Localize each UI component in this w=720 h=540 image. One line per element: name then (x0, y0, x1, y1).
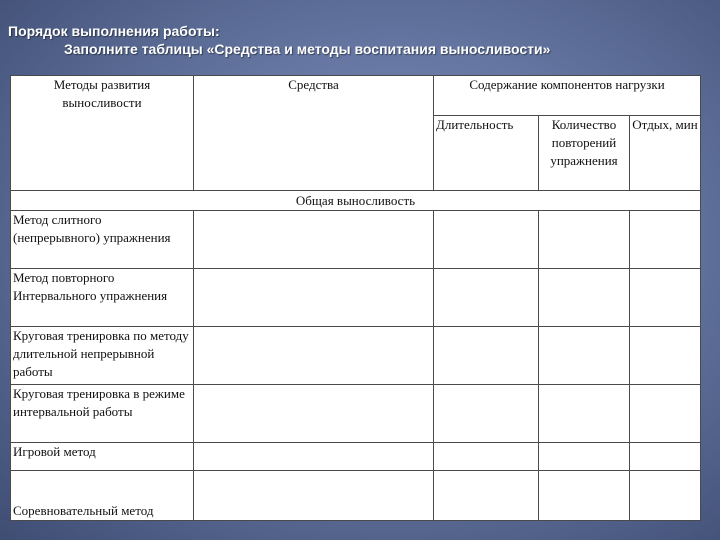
table-cell[interactable] (630, 385, 701, 443)
table-cell[interactable] (194, 327, 434, 385)
method-row-label: Круговая тренировка в режиме интервальной работы (11, 385, 194, 443)
table-cell[interactable] (630, 471, 701, 521)
table-cell[interactable] (434, 211, 539, 269)
table-cell[interactable] (630, 211, 701, 269)
table-cell[interactable] (630, 269, 701, 327)
endurance-table (10, 75, 701, 521)
table-cell[interactable] (539, 269, 630, 327)
table-cell[interactable] (539, 211, 630, 269)
table-cell[interactable] (539, 385, 630, 443)
table-cell[interactable] (434, 269, 539, 327)
header-means: Средства (194, 76, 434, 191)
task-subheading: Заполните таблицы «Средства и методы воспитания выносливости» (64, 41, 551, 57)
table-cell[interactable] (630, 327, 701, 385)
table-cell[interactable] (194, 211, 434, 269)
header-repetitions: Количество повторений упражнения (539, 116, 630, 191)
table-cell[interactable] (434, 471, 539, 521)
header-duration: Длительность (434, 116, 539, 191)
method-row-label: Круговая тренировка по методу длительной непрерывной работы (11, 327, 194, 385)
header-methods: Методы развития выносливости (11, 76, 194, 191)
method-row-label: Игровой метод (11, 443, 194, 471)
table-cell[interactable] (434, 443, 539, 471)
table-cell[interactable] (539, 471, 630, 521)
header-load-components: Содержание компонентов нагрузки (434, 76, 701, 116)
table-cell[interactable] (434, 327, 539, 385)
table-cell[interactable] (194, 471, 434, 521)
table-cell[interactable] (194, 385, 434, 443)
task-heading: Порядок выполнения работы: (8, 23, 220, 39)
table-cell[interactable] (630, 443, 701, 471)
table-cell[interactable] (434, 385, 539, 443)
method-row-label: Метод слитного (непрерывного) упражнения (11, 211, 194, 269)
table-cell[interactable] (539, 327, 630, 385)
table-cell[interactable] (194, 443, 434, 471)
table-cell[interactable] (194, 269, 434, 327)
table-cell[interactable] (539, 443, 630, 471)
method-row-label: Соревновательный метод (11, 471, 194, 521)
section-general-endurance: Общая выносливость (11, 191, 701, 211)
header-rest: Отдых, мин (630, 116, 701, 191)
method-row-label: Метод повторного Интервального упражнения (11, 269, 194, 327)
